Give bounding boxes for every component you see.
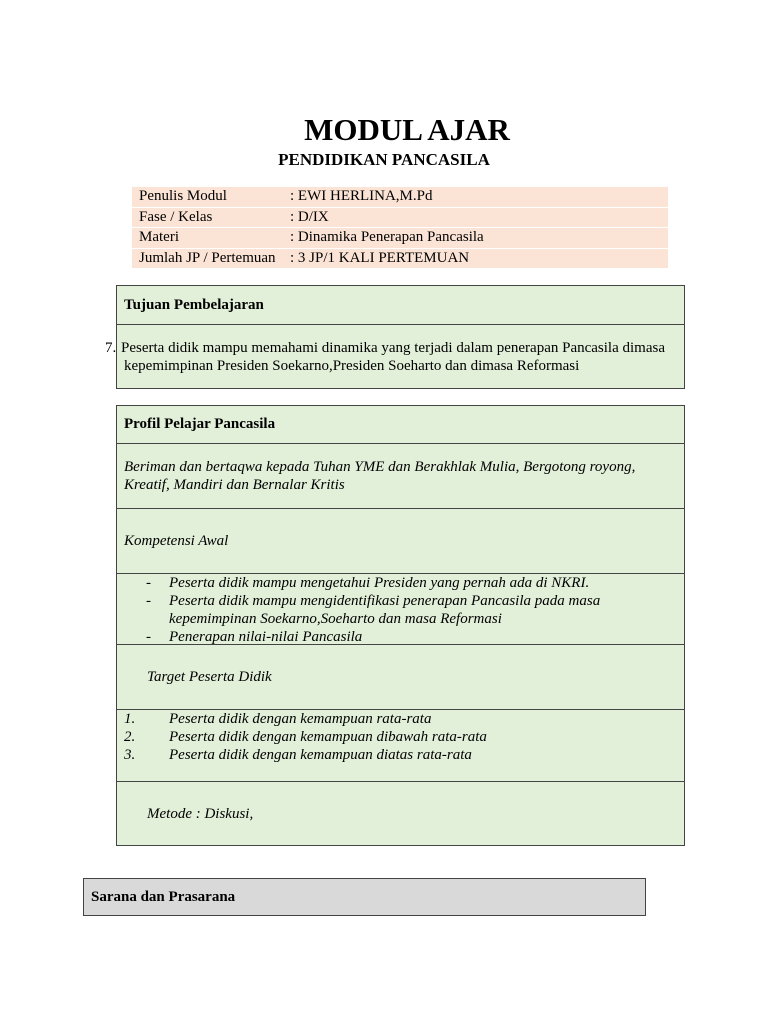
tujuan-line: kepemimpinan Presiden Soekarno,Presiden Soeharto dan dimasa Reformasi: [124, 358, 580, 374]
bullet-mark: -: [146, 593, 151, 609]
info-label: Fase / Kelas: [139, 208, 213, 225]
info-value: : EWI HERLINA,M.Pd: [290, 188, 433, 204]
bullet-mark: -: [146, 629, 151, 645]
kompetensi-heading: Kompetensi Awal: [117, 508, 684, 573]
list-item-text: Peserta didik mampu mengetahui Presiden yang pernah ada di NKRI.: [169, 575, 590, 591]
list-item-text: Peserta didik mampu mengidentifikasi penerapan Pancasila pada masa: [169, 593, 601, 609]
document-subtitle: PENDIDIKAN PANCASILA: [278, 150, 490, 169]
target-heading: Target Peserta Didik: [117, 644, 684, 709]
metode-text: Metode : Diskusi,: [117, 781, 684, 845]
list-item: [124, 728, 684, 746]
tujuan-line: Peserta didik mampu memahami dinamika yang terjadi dalam penerapan Pancasila dimasa: [121, 340, 665, 356]
profil-dimensions: [117, 443, 684, 508]
tujuan-number: 7.: [105, 340, 117, 356]
info-row-penulis: [132, 187, 668, 208]
list-item-text: Penerapan nilai-nilai Pancasila: [169, 629, 363, 645]
target-list: [117, 709, 684, 781]
list-number: 3.: [124, 747, 136, 763]
kompetensi-list: [117, 573, 684, 644]
info-label: Penulis Modul: [139, 188, 227, 204]
info-table: [132, 187, 668, 269]
profil-text-line: Kreatif, Mandiri dan Bernalar Kritis: [124, 477, 345, 493]
info-row-fase: [132, 208, 668, 229]
profil-text-line: Beriman dan bertaqwa kepada Tuhan YME dan Berakhlak Mulia, Bergotong royong,: [124, 459, 636, 475]
tujuan-content: [105, 324, 684, 388]
info-row-materi: [132, 228, 668, 249]
profil-pelajar-box: [116, 405, 685, 846]
list-item-text: Peserta didik dengan kemampuan rata-rata: [169, 711, 432, 727]
sarana-prasarana-heading: Sarana dan Prasarana: [83, 878, 646, 916]
list-number: 1.: [124, 711, 136, 727]
tujuan-pembelajaran-box: [105, 285, 685, 389]
list-item-text: Peserta didik dengan kemampuan diatas rata-rata: [169, 747, 472, 763]
info-value: : D/IX: [290, 208, 329, 225]
list-item-text: kepemimpinan Soekarno,Soeharto dan masa Reformasi: [169, 611, 502, 627]
document-title: MODUL AJAR: [304, 112, 510, 147]
list-item: [146, 574, 684, 592]
list-item-text: Peserta didik dengan kemampuan dibawah rata-rata: [169, 729, 487, 745]
info-value: : Dinamika Penerapan Pancasila: [290, 229, 484, 245]
bullet-mark: -: [146, 575, 151, 591]
info-row-jumlah-jp: [132, 249, 668, 270]
info-value: : 3 JP/1 KALI PERTEMUAN: [290, 249, 470, 266]
tujuan-heading: Tujuan Pembelajaran: [124, 297, 264, 313]
list-number: 2.: [124, 729, 136, 745]
list-item: [124, 746, 684, 764]
info-label: Materi: [139, 229, 179, 245]
profil-heading: Profil Pelajar Pancasila: [124, 416, 276, 432]
info-label: Jumlah JP / Pertemuan: [139, 249, 276, 266]
list-item: [146, 592, 684, 628]
list-item: [124, 710, 684, 728]
